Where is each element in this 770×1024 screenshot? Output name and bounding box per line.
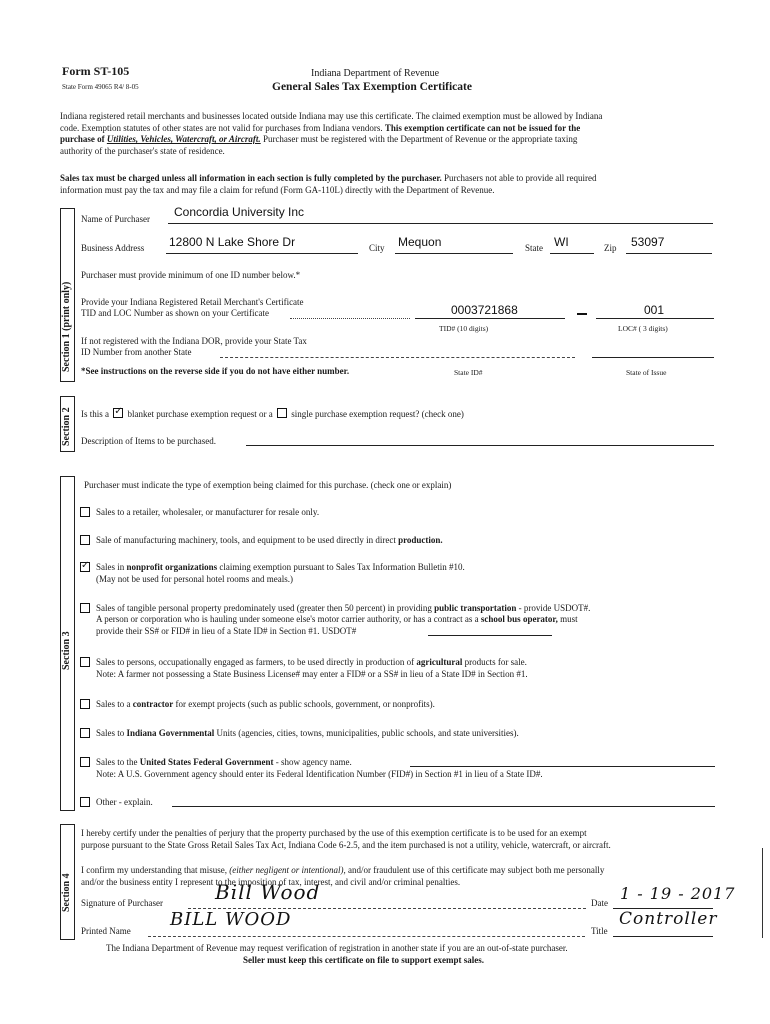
option-agricultural-note: Note: A farmer not possessing a State Business License# may enter a FID# or a SS# in lieu of a State ID# in Section #1. (96, 669, 528, 679)
blanket-checkbox[interactable] (113, 408, 123, 418)
misuse-line-1: I confirm my understanding that misuse, (either negligent or intentional), and/or fraudulent use of this certificate may subject both me personally (81, 865, 605, 875)
option-government-checkbox[interactable] (80, 728, 90, 738)
option-federal-checkbox[interactable] (80, 757, 90, 767)
items-description-label: Description of Items to be purchased. (81, 436, 216, 446)
option-contractor-checkbox[interactable] (80, 699, 90, 709)
state-of-issue-caption: State of Issue (626, 368, 667, 377)
scan-edge-mark (762, 848, 763, 938)
state-form-number: State Form 49065 R4/ 8-05 (62, 83, 139, 91)
business-address-value[interactable]: 12800 N Lake Shore Dr (169, 235, 296, 249)
option-government-label: Sales to Indiana Governmental Units (agencies, cities, towns, municipalities, public schools, and state universities). (96, 728, 519, 738)
option-nonprofit-note: (May not be used for personal hotel rooms and meals.) (96, 574, 293, 584)
zip-label: Zip (604, 243, 617, 253)
purchase-type-question: Is this a ✓ blanket purchase exemption request or a single purchase exemption request? (check one) (81, 408, 464, 420)
section-4-label: Section 4 (61, 873, 72, 912)
loc-line (596, 318, 714, 319)
printed-name-value[interactable]: BILL WOOD (170, 909, 292, 930)
signature-label: Signature of Purchaser (81, 898, 163, 908)
option-manufacturing-checkbox[interactable] (80, 535, 90, 545)
option-resale-checkbox[interactable] (80, 507, 90, 517)
zip-value[interactable]: 53097 (631, 235, 665, 249)
section-1-label: Section 1 (print only) (61, 281, 72, 372)
misuse-line-2: and/or the business entity I represent to the imposition of tax, interest, and civil and/or criminal penalties. (81, 877, 461, 887)
id-requirement-note: Purchaser must provide minimum of one ID number below.* (81, 270, 301, 280)
option-other-label: Other - explain. (96, 797, 153, 807)
option-manufacturing-label: Sale of manufacturing machinery, tools, and equipment to be used directly in direct production. (96, 535, 443, 545)
option-federal-note: Note: A U.S. Government agency should enter its Federal Identification Number (FID#) in Section #1 in lieu of a State ID#. (96, 769, 543, 779)
business-address-label: Business Address (81, 243, 145, 253)
other-explain-line[interactable] (172, 806, 715, 807)
see-instructions-note: *See instructions on the reverse side if you do not have either number. (81, 366, 350, 376)
items-description-line[interactable] (246, 445, 714, 446)
option-agricultural-label: Sales to persons, occupationally engaged as farmers, to be used directly in production of agricultural products for sale. (96, 657, 527, 667)
printed-name-label: Printed Name (81, 926, 131, 936)
certification-line-2: purpose pursuant to the State Gross Retail Sales Tax Act, Indiana Code 6-2.5, and the item purchased is not a utility, vehicle, watercraft, or aircraft. (81, 840, 611, 850)
date-label: Date (591, 898, 608, 908)
certification-line-1: I hereby certify under the penalties of perjury that the property purchased by the use of this exemption certificate is to be used for an exempt (81, 828, 587, 838)
intro-paragraph-1: Indiana registered retail merchants and businesses located outside Indiana may use this certificate. The claimed exemption must be allowed by Indiana code. Exemption statutes of other states are not valid for purchases from Indiana vendors. This exemption certificate can not be issued for the purchase of Utilities, Vehicles, Watercraft, or Aircraft. Purchaser must be registered with the Department of Revenue or the appropriate taxing authority of the purchaser's state of residence. (60, 111, 603, 156)
loc-value[interactable]: 001 (644, 303, 665, 317)
other-state-line-1: If not registered with the Indiana DOR, provide your State Tax (81, 336, 307, 346)
page-title: General Sales Tax Exemption Certificate (272, 81, 472, 93)
footer-verification-note: The Indiana Department of Revenue may request verification of registration in another state if you are an out-of-state purchaser. (106, 943, 568, 953)
option-agricultural-checkbox[interactable] (80, 657, 90, 667)
city-label: City (369, 243, 385, 253)
option-federal-label: Sales to the United States Federal Government - show agency name. (96, 757, 352, 767)
agency-name: Indiana Department of Revenue (311, 68, 440, 79)
city-line (395, 253, 513, 254)
section-2-label: Section 2 (61, 407, 72, 446)
single-checkbox[interactable] (277, 408, 287, 418)
state-label: State (525, 243, 543, 253)
state-of-issue-line[interactable] (592, 357, 714, 358)
purchaser-name-line (168, 223, 713, 224)
date-value[interactable]: 1 - 19 - 2017 (620, 884, 736, 903)
tid-instruction-line-1: Provide your Indiana Registered Retail Merchant's Certificate (81, 297, 304, 307)
option-nonprofit-checkbox[interactable] (80, 562, 90, 572)
option-transportation-note-2: provide their SS# or FID# in lieu of a State ID# in Section #1. USDOT# (96, 626, 357, 636)
zip-line (626, 253, 712, 254)
tid-caption: TID# (10 digits) (439, 324, 489, 333)
loc-caption: LOC# ( 3 digits) (618, 324, 668, 333)
agency-name-line[interactable] (410, 766, 715, 767)
option-transportation-checkbox[interactable] (80, 603, 90, 613)
option-contractor-label: Sales to a contractor for exempt projects (such as public schools, government, or nonprofits). (96, 699, 435, 709)
tid-leader (290, 318, 410, 319)
title-value[interactable]: Controller (619, 909, 718, 929)
option-other-checkbox[interactable] (80, 797, 90, 807)
tid-instruction-line-2: TID and LOC Number as shown on your Certificate (81, 308, 269, 318)
state-value[interactable]: WI (554, 235, 569, 249)
exemption-type-instruction: Purchaser must indicate the type of exemption being claimed for this purchase. (check one or explain) (84, 480, 452, 490)
city-value[interactable]: Mequon (398, 235, 442, 249)
tid-line (415, 318, 565, 319)
purchaser-name-label: Name of Purchaser (81, 214, 150, 224)
intro-paragraph-2: Sales tax must be charged unless all information in each section is fully completed by the purchaser. Purchasers not able to provide all required information must pay the tax and may file a claim for refund (Form GA-110L) directly with the Department of Revenue. (60, 173, 597, 195)
state-line (550, 253, 594, 254)
footer-keep-on-file: Seller must keep this certificate on file to support exempt sales. (243, 955, 485, 965)
state-id-caption: State ID# (454, 368, 483, 377)
purchaser-signature[interactable]: Bill Wood (215, 880, 321, 904)
option-resale-label: Sales to a retailer, wholesaler, or manufacturer for resale only. (96, 507, 320, 517)
state-id-line[interactable] (220, 357, 575, 358)
business-address-line (166, 253, 358, 254)
option-transportation-note-1: A person or corporation who is hauling under someone else's motor carrier authority, or has a contract as a school bus operator, must (96, 614, 578, 624)
option-nonprofit-label: Sales in nonprofit organizations claiming exemption pursuant to Sales Tax Information Bulletin #10. (96, 562, 465, 572)
tid-value[interactable]: 0003721868 (451, 303, 518, 317)
title-line (613, 936, 713, 937)
usdot-line[interactable] (428, 635, 552, 636)
title-label: Title (591, 926, 608, 936)
purchaser-name-value[interactable]: Concordia University Inc (174, 205, 305, 219)
option-transportation-label: Sales of tangible personal property predominately used (greater then 50 percent) in providing public transportation - provide USDOT#. (96, 603, 591, 613)
other-state-line-2: ID Number from another State (81, 347, 192, 357)
form-number: Form ST-105 (62, 64, 130, 78)
section-3-label: Section 3 (61, 631, 72, 670)
printed-name-line (148, 936, 585, 937)
tid-loc-dash (577, 313, 587, 315)
